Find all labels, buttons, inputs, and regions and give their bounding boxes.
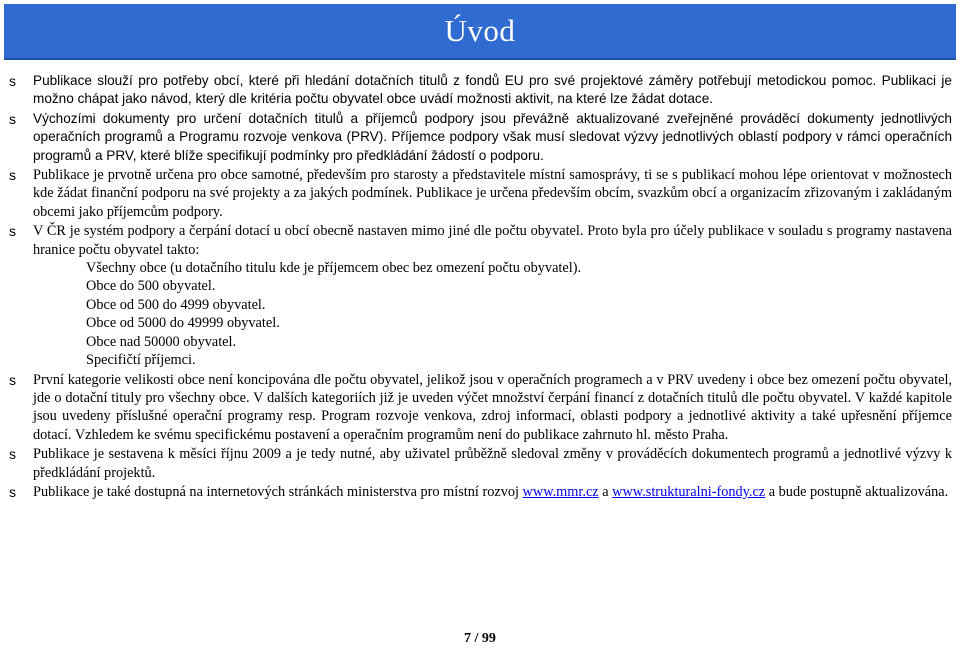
paragraph-text: V ČR je systém podpory a čerpání dotací u obcí obecně nastaven mimo jiné dle počtu obyvatel. Proto byla pro účely publikace v souladu s programy nastavena hranice počtu obyvatel takto: [33,223,952,258]
paragraph-4 [0,222,960,369]
bullet-icon: s [9,73,16,89]
title-banner [4,4,956,60]
paragraph-1 [0,72,960,109]
paragraph-text: Publikace je prvotně určena pro obce samotné, především pro starosty a představitele místní samosprávy, ti se s publikací mohou lépe orientovat v možnostech kde žádat finanční podporu na své projekty a za jakých podmínek. Publikace je určena především obcím, svazkům obcí a organizacím zřizovaným i zakládaným obcemi jako příjemcům podpory. [33,167,952,220]
paragraph-6 [0,445,960,482]
paragraph-text: Publikace slouží pro potřeby obcí, které při hledání dotačních titulů z fondů EU pro své projektové záměry potřebují metodickou pomoc. Publikaci je možno chápat jako návod, který dle kritéria počtu obyvatel obce uvádí možnosti aktivit, na které lze žádat dotace. [33,73,952,107]
page-number: 7 / 99 [464,631,496,646]
bullet-icon: s [9,223,16,240]
paragraph-3 [0,166,960,221]
list-item: Obce do 500 obyvatel. [86,278,216,295]
paragraph-text-middle: a [598,483,613,500]
list-item: Všechny obce (u dotačního titulu kde je příjemcem obec bez omezení počtu obyvatel). [86,260,582,277]
paragraph-text: První kategorie velikosti obce není koncipována dle počtu obyvatel, jelikož jsou v operačních programech a v PRV uvedeny i obce bez omezení počtu obyvatel, jde o dotační tituly pro všechny obce. V dalších kategoriích již je uveden výčet množství čerpání financí z dotačních titulů dle počtu obyvatel. V každé kapitole jsou uvedeny příslušné operační programy resp. Program rozvoje venkova, zdroj informací, oblasti podpory a jednotlivé aktivity a také upřesnění příjemce dotací. Vzhledem ke svému specifickému postavení a operačním programům není do publikace zahrnuto hl. město Praha. [33,371,952,443]
list-item: Obce nad 50000 obyvatel. [86,333,237,350]
bullet-icon: s [9,167,16,184]
paragraph-2 [0,110,960,165]
list-item: Obce od 5000 do 49999 obyvatel. [86,315,280,332]
bullet-icon: s [9,110,16,127]
paragraph-5 [0,371,960,445]
paragraph-text-start: Publikace je také dostupná na internetových stránkách ministerstva pro místní rozvoj [33,483,523,500]
paragraph-text-end: a bude postupně aktualizována. [765,483,949,500]
paragraph-text: Publikace je sestavena k měsíci říjnu 2009 a je tedy nutné, aby uživatel průběžně sledoval změny v prováděcích dokumentech programů a jednotlivé výzvy k předkládání projektů. [33,446,952,481]
bullet-icon: s [9,446,16,463]
paragraph-7 [0,483,960,501]
bullet-icon: s [9,483,16,500]
mmr-link[interactable]: www.mmr.cz [522,483,599,500]
bullet-icon: s [9,371,16,388]
list-item: Obce od 500 do 4999 obyvatel. [86,296,266,313]
population-categories-list [33,259,952,369]
strukturalni-fondy-link[interactable]: www.strukturalni-fondy.cz [612,483,766,500]
page-title: Úvod [444,13,516,48]
paragraph-text: Výchozími dokumenty pro určení dotačních titulů a příjemců podpory jsou převážně aktualizované zveřejněné prováděcí dokumenty jednotlivých operačních programů a Programu rozvoje venkova (PRV). Příjemce podpory však musí sledovat výzvy jednotlivých oblastí podpory v rámci operačních programů a PRV, které blíže specifikují podmínky pro předkládání žádostí o podporu. [33,110,952,163]
document-body [0,72,960,502]
list-item: Specifičtí příjemci. [86,352,196,369]
